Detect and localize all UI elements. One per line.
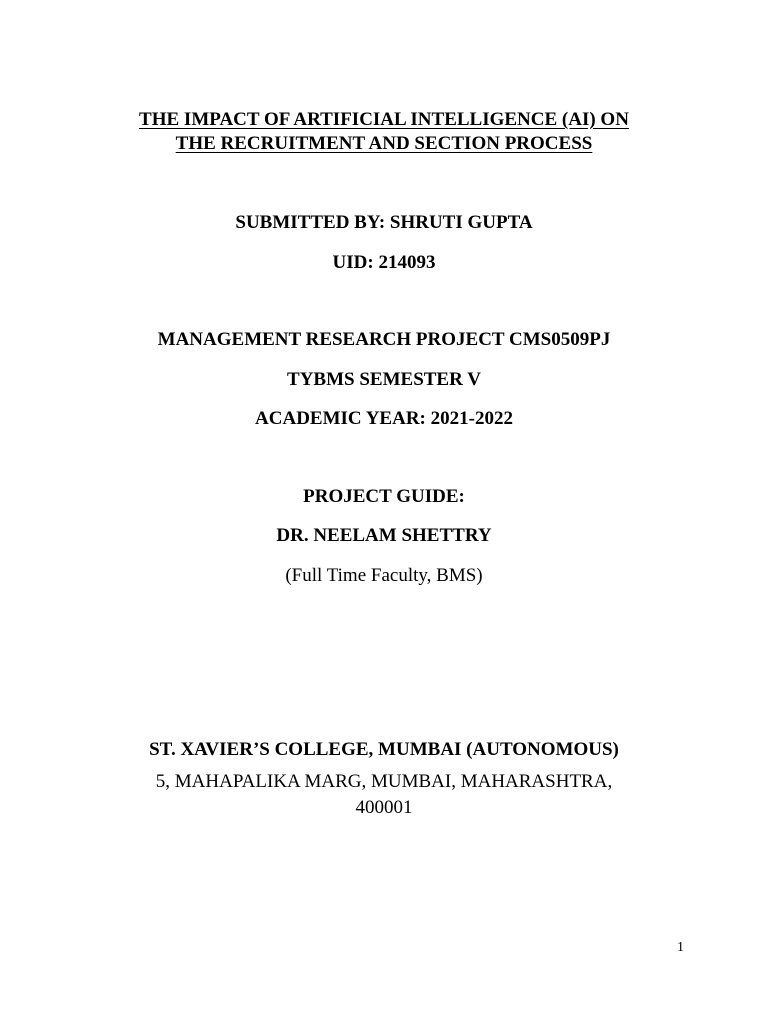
submitted-by: SUBMITTED BY: SHRUTI GUPTA [235, 212, 533, 233]
project-guide-name: DR. NEELAM SHETTRY [276, 525, 492, 546]
project-code: MANAGEMENT RESEARCH PROJECT CMS0509PJ [157, 329, 611, 350]
institution-name: ST. XAVIER’S COLLEGE, MUMBAI (AUTONOMOUS) [149, 739, 619, 760]
semester: TYBMS SEMESTER V [287, 369, 481, 390]
academic-year: ACADEMIC YEAR: 2021-2022 [255, 408, 513, 429]
title-line-1: THE IMPACT OF ARTIFICIAL INTELLIGENCE (AI) ON [139, 109, 629, 130]
project-guide-role: (Full Time Faculty, BMS) [285, 565, 483, 586]
project-guide-label: PROJECT GUIDE: [303, 486, 465, 507]
page-number: 1 [677, 940, 684, 955]
institution-address-line-2: 400001 [355, 797, 413, 818]
institution-address-line-1: 5, MAHAPALIKA MARG, MUMBAI, MAHARASHTRA, [155, 771, 613, 792]
student-uid: UID: 214093 [332, 252, 436, 273]
title-line-2: THE RECRUITMENT AND SECTION PROCESS [175, 133, 593, 154]
